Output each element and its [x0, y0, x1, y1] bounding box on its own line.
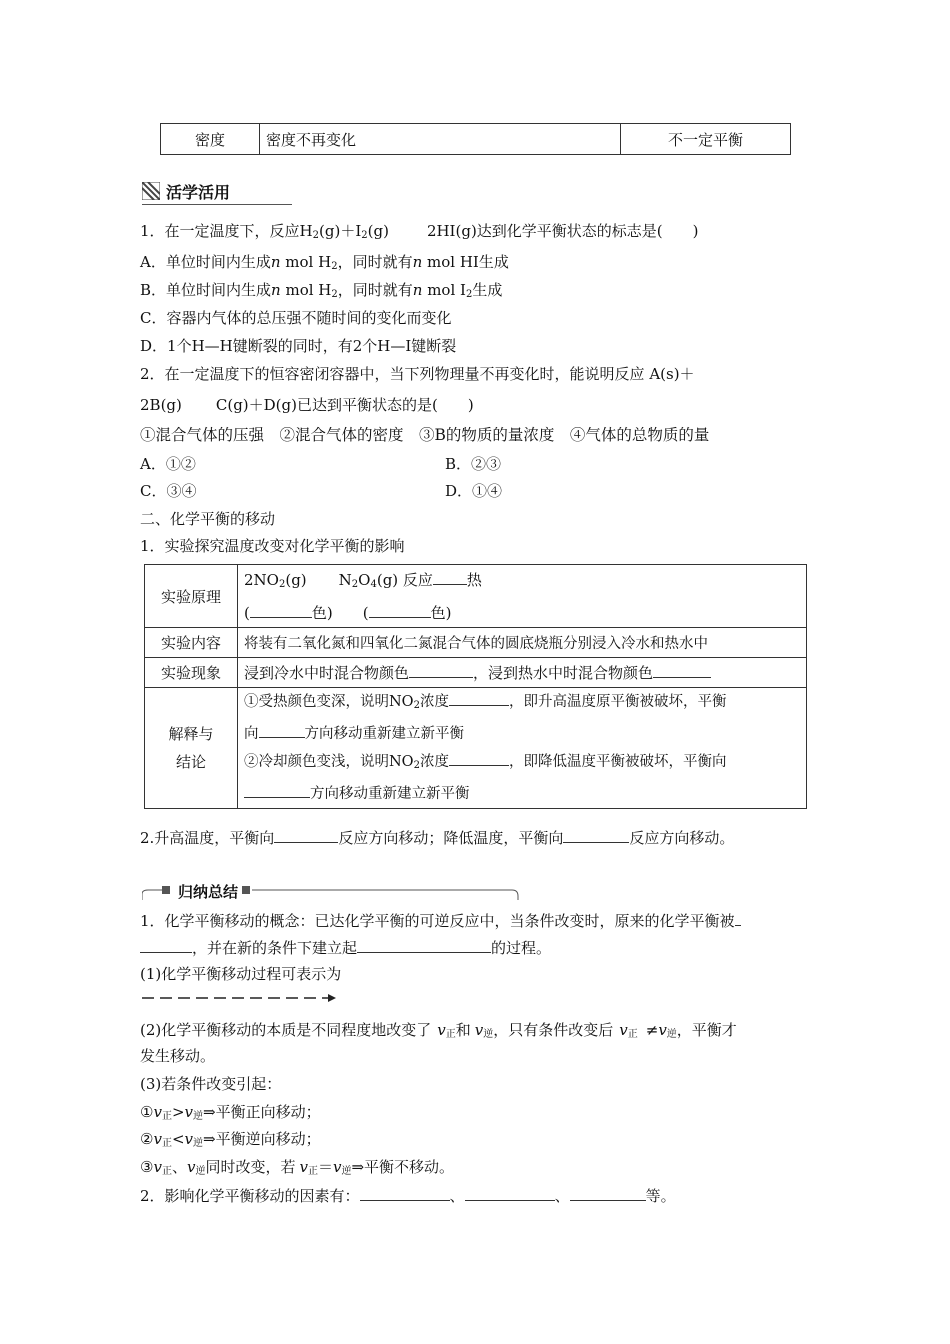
diagonal-stripes-icon	[142, 182, 160, 200]
summary-p1-line2: ，并在新的条件下建立起 的过程。	[140, 937, 551, 958]
dashed-arrow-diagram	[142, 992, 342, 1004]
q1-option-a: A．单位时间内生成n mol $H_2$，同时就有n mol HI生成	[140, 253, 509, 272]
exp-conclusion-text: ①受热颜色变深，说明$NO_2$浓度 ，即升高温度原平衡被破坏，平衡 向 方向移动重新建立新平衡 ②冷却颜色变浅，说明$NO_2$浓度 ，即降低温度平衡被破坏，平衡向 方向移动重新建立新平衡	[238, 688, 807, 809]
section2-sub1: 1．实验探究温度改变对化学平衡的影响	[140, 537, 405, 555]
summary-p4: (3)若条件改变引起：	[140, 1075, 282, 1093]
exp-content-text: 将装有二氧化氮和四氧化二氮混合气体的圆底烧瓶分别浸入冷水和热水中	[238, 628, 807, 658]
q2-option-c: C．③④	[140, 482, 197, 500]
exp-conclusion-label: 解释与 结论	[145, 688, 238, 809]
summary-title: 归纳总结	[178, 883, 239, 901]
summary-header	[142, 880, 520, 902]
summary-p1-line1: 1．化学平衡移动的概念：已达化学平衡的可逆反应中，当条件改变时，原来的化学平衡被	[140, 910, 741, 931]
exp-principle-colors: ( 色) ( 色)	[244, 604, 452, 622]
experiment-table	[144, 564, 807, 809]
active-learning-title: 活学活用	[166, 182, 231, 202]
density-cell-result: 不一定平衡	[621, 124, 791, 155]
summary-p3-line1: (2)化学平衡移动的本质是不同程度地改变了 $v_正$和 $v_逆$，只有条件改变后 $v_正 \ne v_逆$，平衡才	[140, 1021, 737, 1040]
q2-stem-line1: 2．在一定温度下的恒容密闭容器中，当下列物理量不再变化时，能说明反应 A(s)＋	[140, 365, 695, 383]
summary-p3-line2: 发生移动。	[140, 1047, 216, 1065]
q2-option-b: B．②③	[445, 455, 502, 473]
exp-principle-content	[238, 565, 807, 628]
q1-option-d: D．1个H—H键断裂的同时，有2个H—I键断裂	[140, 337, 457, 355]
density-cell-label: 密度	[161, 124, 260, 155]
summary-case3: $③v_正$、$v_逆$同时改变，若 $v_正=v_逆\Rightarrow$平衡不移动。	[140, 1158, 455, 1177]
density-cell-condition: 密度不再变化	[260, 124, 621, 155]
exp-principle-equation: $2NO_2(g)$ $N_2O_4(g)$ 反应 热	[244, 571, 482, 590]
exp-phenomenon-text: 浸到冷水中时混合物颜色 ，浸到热水中时混合物颜色	[238, 658, 807, 688]
section2-title: 二、化学平衡的移动	[140, 510, 276, 528]
summary-case2: $②v_正<v_逆\Rightarrow$平衡逆向移动；	[140, 1130, 321, 1149]
exp-content-label: 实验内容	[145, 628, 238, 658]
q2-stem-line2: 2B(g) C(g)＋D(g)已达到平衡状态的是( )	[140, 396, 474, 414]
summary-p2: (1)化学平衡移动过程可表示为	[140, 965, 342, 983]
q1-option-b: B．单位时间内生成n mol $H_2$，同时就有n mol $I_2$生成	[140, 281, 503, 300]
active-learning-header	[142, 178, 292, 205]
q1-option-c: C．容器内气体的总压强不随时间的变化而变化	[140, 309, 452, 327]
q1-stem: 1．在一定温度下，反应$H_2(g)+I_2(g)$ 2HI(g)达到化学平衡状态的标志是( )	[140, 222, 699, 241]
summary-case1: $①v_正>v_逆\Rightarrow$平衡正向移动；	[140, 1103, 321, 1122]
q2-option-d: D．①④	[445, 482, 503, 500]
exp-phenomenon-label: 实验现象	[145, 658, 238, 688]
exp-principle-label: 实验原理	[145, 565, 238, 628]
q2-option-a: A．①②	[140, 455, 196, 473]
summary-p5: 2．影响化学平衡移动的因素有： 、 、 等。	[140, 1187, 676, 1205]
temperature-shift-line: 2.升高温度，平衡向 反应方向移动；降低温度，平衡向 反应方向移动。	[140, 829, 735, 847]
density-table	[160, 123, 791, 155]
q2-items: ①混合气体的压强 ②混合气体的密度 ③B的物质的量浓度 ④气体的总物质的量	[140, 426, 710, 444]
